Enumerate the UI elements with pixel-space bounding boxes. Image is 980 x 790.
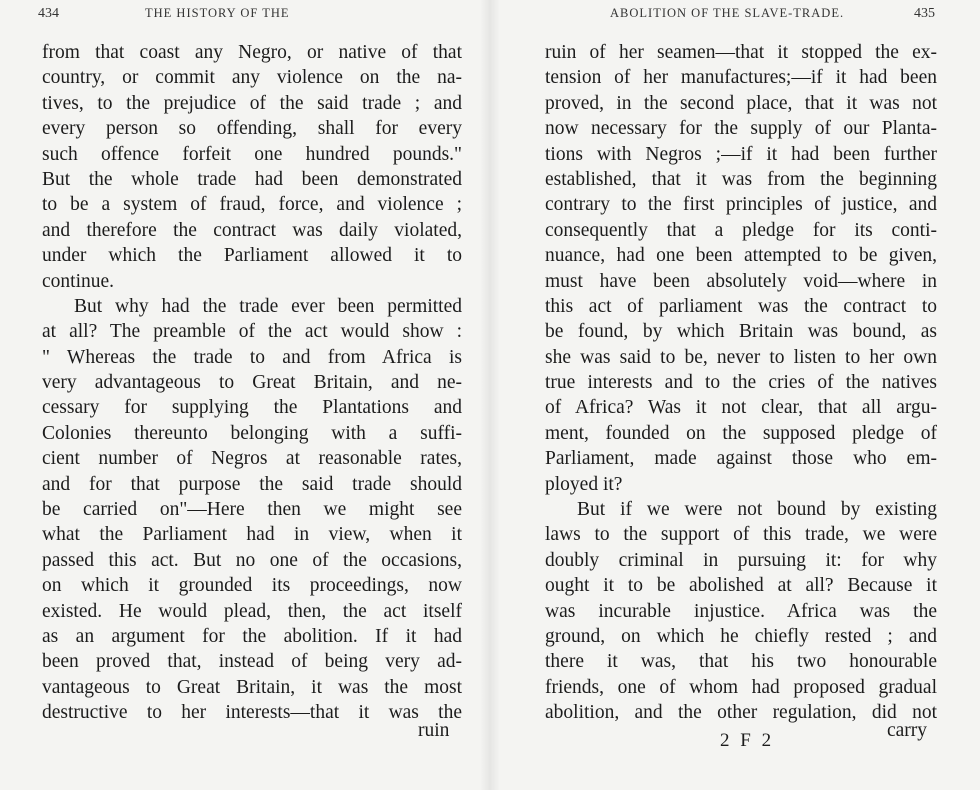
left-page-text xyxy=(42,40,462,726)
text-line: " Whereas the trade to and from Africa is xyxy=(42,346,462,368)
text-line: cessary for supplying the Plantations and xyxy=(42,397,462,419)
text-line: there it was, that his two honourable xyxy=(545,651,937,673)
text-line: tension of her manufactures;—if it had been xyxy=(545,67,937,89)
text-line: established, that it was from the beginning xyxy=(545,168,937,190)
text-line: tives, to the prejudice of the said trade ; and xyxy=(42,92,462,114)
text-line: continue. xyxy=(42,270,115,292)
right-page xyxy=(490,0,980,790)
right-page-text xyxy=(545,40,937,726)
text-line: But the whole trade had been demonstrated xyxy=(42,168,462,190)
text-line: ployed it? xyxy=(545,473,623,495)
text-line: true interests and to the cries of the natives xyxy=(545,372,937,394)
right-running-head: ABOLITION OF THE SLAVE-TRADE. xyxy=(610,6,845,20)
text-line: be found, by which Britain was bound, as xyxy=(545,321,937,343)
text-line: nuance, had one been attempted to be given, xyxy=(545,245,937,267)
text-line: must have been absolutely void—where in xyxy=(545,270,937,292)
text-line: ought it to be abolished at all? Because it xyxy=(545,575,937,597)
text-line: been proved that, instead of being very ad- xyxy=(42,651,462,673)
text-line: vantageous to Great Britain, it was the most xyxy=(42,676,462,698)
text-line: ground, on which he chiefly rested ; and xyxy=(545,625,937,647)
text-line: destructive to her interests—that it was the xyxy=(42,702,462,724)
right-catchword: carry xyxy=(887,720,928,741)
text-line: cient number of Negros at reasonable rates, xyxy=(42,448,462,470)
text-line: country, or commit any violence on the na- xyxy=(42,67,462,89)
text-line: consequently that a pledge for its conti- xyxy=(545,219,937,241)
text-line: at all? The preamble of the act would show : xyxy=(42,321,462,343)
text-line: as an argument for the abolition. If it had xyxy=(42,625,462,647)
text-line: abolition, and the other regulation, did not xyxy=(545,702,937,724)
text-line: to be a system of fraud, force, and violence ; xyxy=(42,194,462,216)
text-line: friends, one of whom had proposed gradual xyxy=(545,676,937,698)
text-line: But why had the trade ever been permitted xyxy=(74,295,462,317)
text-line: Parliament, made against those who em- xyxy=(545,448,937,470)
text-line: she was said to be, never to listen to her own xyxy=(545,346,937,368)
text-line: laws to the support of this trade, we were xyxy=(545,524,937,546)
text-line: proved, in the second place, that it was not xyxy=(545,92,937,114)
left-running-head: THE HISTORY OF THE xyxy=(145,6,290,20)
text-line: tions with Negros ;—if it had been further xyxy=(545,143,937,165)
text-line: Colonies thereunto belonging with a suffi- xyxy=(42,422,462,444)
text-line: every person so offending, shall for every xyxy=(42,118,462,140)
text-line: very advantageous to Great Britain, and ne- xyxy=(42,372,462,394)
text-line: now necessary for the supply of our Planta- xyxy=(545,118,937,140)
text-line: of Africa? Was it not clear, that all argu- xyxy=(545,397,937,419)
text-line: ment, founded on the supposed pledge of xyxy=(545,422,937,444)
text-line: and for that purpose the said trade should xyxy=(42,473,462,495)
text-line: But if we were not bound by existing xyxy=(577,499,937,521)
text-line: on which it grounded its proceedings, now xyxy=(42,575,462,597)
text-line: be carried on"—Here then we might see xyxy=(42,499,462,521)
text-line: was incurable injustice. Africa was the xyxy=(545,600,937,622)
text-line: existed. He would plead, then, the act itself xyxy=(42,600,462,622)
text-line: passed this act. But no one of the occasions, xyxy=(42,549,462,571)
text-line: and therefore the contract was daily violated, xyxy=(42,219,462,241)
text-line: this act of parliament was the contract to xyxy=(545,295,937,317)
text-line: ruin of her seamen—that it stopped the ex- xyxy=(545,42,937,63)
text-line: doubly criminal in pursuing it: for why xyxy=(545,549,937,571)
text-line: what the Parliament had in view, when it xyxy=(42,524,462,546)
signature-mark: 2 F 2 xyxy=(720,730,775,751)
right-page-number: 435 xyxy=(914,6,935,21)
left-page-number: 434 xyxy=(38,6,59,21)
text-line: contrary to the first principles of justice, and xyxy=(545,194,937,216)
left-catchword: ruin xyxy=(418,720,450,741)
text-line: from that coast any Negro, or native of that xyxy=(42,42,462,63)
text-line: under which the Parliament allowed it to xyxy=(42,245,462,267)
text-line: such offence forfeit one hundred pounds." xyxy=(42,143,462,165)
